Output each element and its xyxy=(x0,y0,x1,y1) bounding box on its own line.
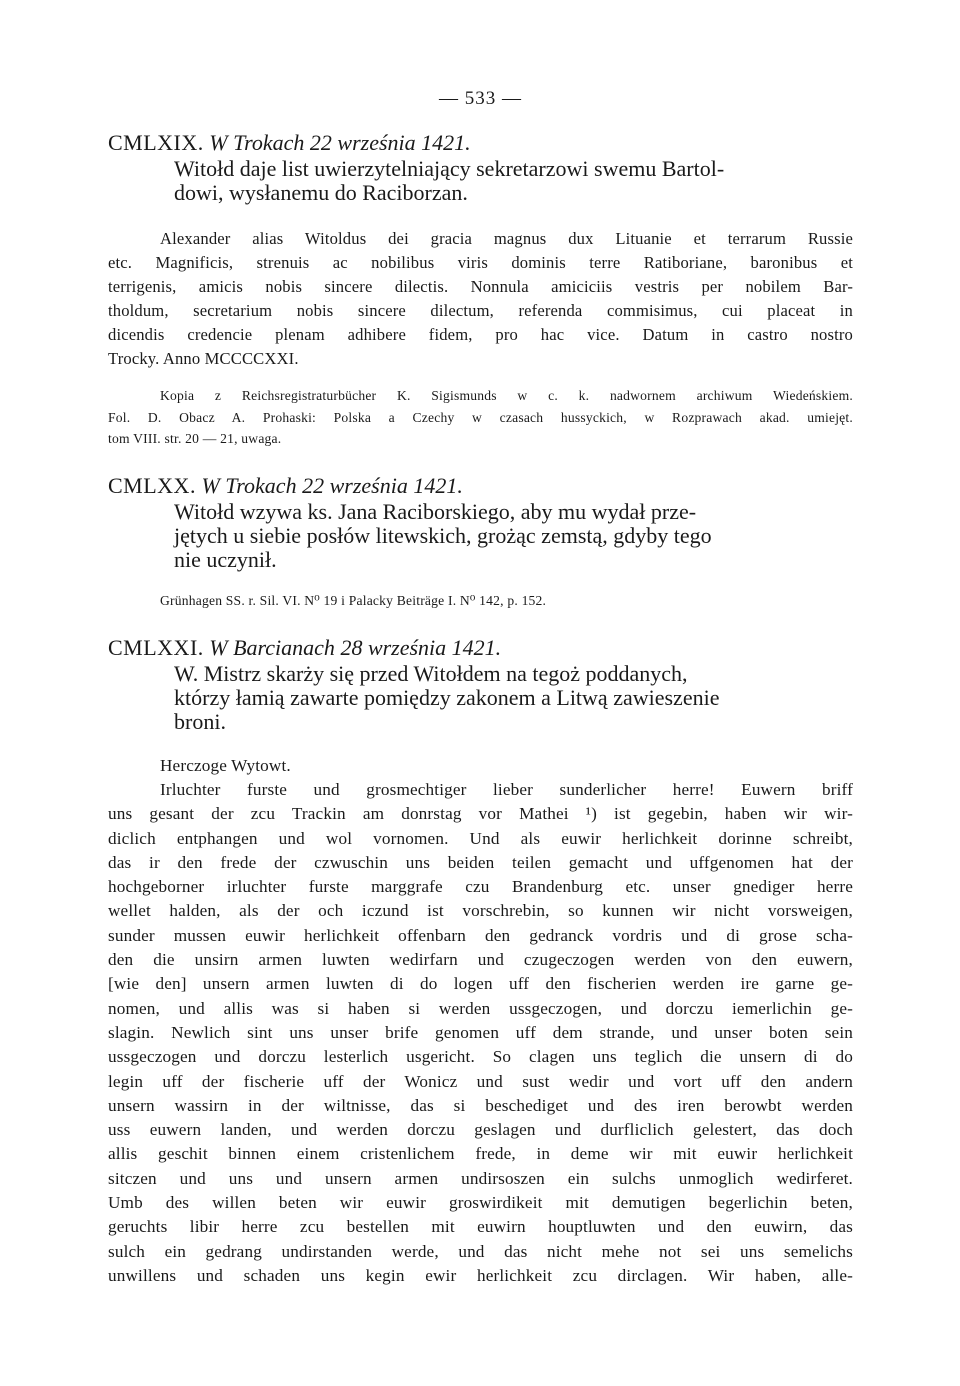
body-line: uns gesant der zcu Trackin am donrstag vor Mathei ¹) ist gegebin, haben wir wir- xyxy=(108,804,853,824)
body-line: Alexander alias Witoldus dei gracia magnus dux Lituanie et terrarum Russie xyxy=(160,229,853,248)
body-line: den die unsirn armen luwten wedirfarn und czugeczogen werden von den euwern, xyxy=(108,950,853,970)
body-line: Umb des willen beten wir euwir groswirdikeit mit demutigen begerlichin beten, xyxy=(108,1193,853,1213)
summary-line: Witołd daje list uwierzytelniający sekretarzowi swemu Bartol- xyxy=(174,156,725,181)
summary-line: nie uczynił. xyxy=(174,547,277,572)
entry-heading xyxy=(108,474,853,498)
entry-date-text: 22 września 1421. xyxy=(309,130,471,155)
entry-date xyxy=(302,473,463,498)
entry-cmlxx xyxy=(108,474,853,612)
body-line: dicendis credencie plenam adhibere fidem, pro hac vice. Datum in castro nostro xyxy=(108,325,853,344)
summary-line: W. Mistrz skarży się przed Witołdem na tegoż poddanych, xyxy=(174,661,688,686)
entry-source-note xyxy=(108,590,853,612)
body-line: Irluchter furste und grosmechtiger lieber sunderlicher herre! Euwern briff xyxy=(160,780,853,799)
summary-line: którzy łamią zawarte pomiędzy zakonem a Litwą zawieszenie xyxy=(174,685,720,710)
body-line: sulch ein gedrang undirstanden werde, und das nicht mehe not sei uns semelichs xyxy=(108,1241,853,1261)
body-line: unwillens und schaden uns kegin ewir herlichkeit zcu dirclagen. Wir haben, alle- xyxy=(108,1265,853,1285)
body-line: Trocky. Anno MCCCCXXI. xyxy=(108,349,299,368)
body-line: etc. Magnificis, strenuis ac nobilibus viris dominis terre Ratiboriane, baronibus et xyxy=(108,253,853,272)
letter-salutation xyxy=(108,754,853,778)
summary-line: broni. xyxy=(174,709,226,734)
body-line: sitczen und uns und unsern armen undirsoszen ein sulchs unmoglich wedirferet. xyxy=(108,1168,853,1188)
entry-summary xyxy=(174,500,853,572)
entry-heading xyxy=(108,131,853,155)
summary-line: dowi, wysłanemu do Raciborzan. xyxy=(174,180,468,205)
entry-summary xyxy=(174,157,853,205)
body-line: [wie den] unsern armen luwten di do logen uff den fischerien werden ire garne ge- xyxy=(108,974,853,994)
entry-date xyxy=(340,635,501,660)
entry-body xyxy=(108,227,853,371)
body-line: hochgeborner irluchter furste marggrafe czu Brandenburg etc. unser gnediger herre xyxy=(108,877,853,897)
body-line: tholdum, secretarium nobis sincere dilectum, referenda commisimus, cui placeat in xyxy=(108,301,853,320)
salutation-line: Herczoge Wytowt. xyxy=(160,756,291,775)
body-line: allis geschit binnen einem cristenlichem frede, in deme wir mit euwir herlichkeit xyxy=(108,1144,853,1164)
entry-number: CMLXX. xyxy=(108,473,196,498)
entry-summary xyxy=(174,662,853,734)
note-line: Grünhagen SS. r. Sil. VI. N⁰ 19 i Palacky Beiträge I. N⁰ 142, p. 152. xyxy=(160,593,547,608)
body-line: uss euwern landen, und werden dorczu geslagen und durfliclich gelestert, das doch xyxy=(108,1120,853,1140)
entry-body xyxy=(108,778,853,1288)
note-line: Fol. D. Obacz A. Prohaski: Polska a Czechy w czasach hussyckich, w Rozprawach akad. umiejęt. xyxy=(108,409,853,425)
entry-cmlxxi xyxy=(108,636,853,1288)
body-line: legin uff der fischerie uff der Wonicz und sust wedir und vort uff den andern xyxy=(108,1071,853,1091)
body-line: diclich entphangen und wol vornomen. Und als euwir herlichkeit dorinne schreibt, xyxy=(108,828,853,848)
body-line: slagin. Newlich sint uns unser brife genomen uff dem strande, und unser boten sein xyxy=(108,1022,853,1042)
entry-date-text: 28 września 1421. xyxy=(340,635,502,660)
entry-place: W Trokach xyxy=(201,473,297,498)
body-line: das ir den frede der czwuschin uns beiden teilen gemacht und uffgenomen hat der xyxy=(108,852,853,872)
body-line: terrigenis, amicis nobis sincere dilectis. Nonnula amiciciis vestris per nobilem Bar- xyxy=(108,277,853,296)
page-number: — 533 — xyxy=(439,88,522,109)
entry-place: W Trokach xyxy=(209,130,305,155)
body-line: wellet halden, als der och iczund ist vorschrebin, so kunnen wir nicht vorsweigen, xyxy=(108,901,853,921)
entry-date xyxy=(310,130,471,155)
entry-number: CMLXXI. xyxy=(108,635,204,660)
summary-line: Witołd wzywa ks. Jana Raciborskiego, aby mu wydał prze- xyxy=(174,499,697,524)
entry-number: CMLXIX. xyxy=(108,130,204,155)
summary-line: jętych u siebie posłów litewskich, grożąc zemstą, gdyby tego xyxy=(174,523,712,548)
body-line: unsern wassirn in der wiltnisse, das si beschediget und des iren berowbt werden xyxy=(108,1095,853,1115)
entry-date-text: 22 września 1421. xyxy=(302,473,463,498)
body-line: sunder mussen euwir herlichkeit offenbarn den gedranck vordris und di grose scha- xyxy=(108,925,853,945)
entry-cmlxix xyxy=(108,131,853,450)
body-line: ussgeczogen und dorczu lesterlich usgericht. So clagen uns teglich die unsern di do xyxy=(108,1047,853,1067)
entry-place: W Barcianach xyxy=(209,635,335,660)
note-line: tom VIII. str. 20 — 21, uwaga. xyxy=(108,431,282,446)
note-line: Kopia z Reichsregistraturbücher K. Sigismunds w c. k. nadwornem archiwum Wiedeńskiem. xyxy=(160,388,853,403)
entry-heading xyxy=(108,636,853,660)
body-line: nomen, und allis was si haben si werden ussgeczogen, und dorczu iemerlichin ge- xyxy=(108,998,853,1018)
entry-source-note xyxy=(108,385,853,450)
body-line: geruchts libir herre zcu bestellen mit euwirn houptluwten und den euwirn, das xyxy=(108,1217,853,1237)
